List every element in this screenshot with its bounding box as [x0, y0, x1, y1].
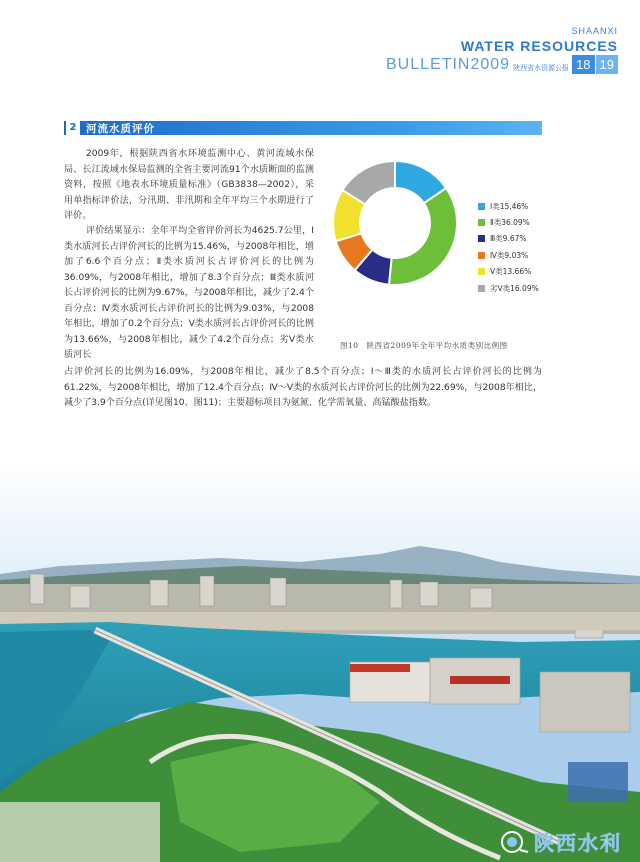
publication-title: WATER RESOURCES [460, 38, 618, 54]
legend-swatch [478, 219, 485, 226]
water-drop-logo-icon [500, 830, 530, 854]
bulletin-label: BULLETIN2009 [386, 55, 511, 73]
bulletin-row [386, 55, 618, 74]
legend-swatch [478, 203, 485, 210]
paragraph-results-continued: 占评价河长的比例为16.09%，与2008年相比，减少了8.5个百分点；Ⅰ～Ⅲ类的水质河长占评价河长的比例为61.22%，与2008年相比，增加了12.4个百分点；Ⅳ～Ⅴ类的水质河长占评价河长的比例为22.69%，与2008年相比，减少了3.9个百分点(详见图10、图11)；主要超标项目为氨氮、化学需氧量、高锰酸盐指数。 [64, 367, 542, 408]
legend-label: Ⅳ类9.03% [490, 250, 529, 260]
legend-swatch [478, 235, 485, 242]
legend-swatch [478, 285, 485, 292]
section-heading-bar [64, 121, 542, 135]
legend-item-2 [478, 214, 539, 230]
city-riverside-photo [0, 462, 640, 862]
legend-item-4 [478, 247, 539, 263]
legend-label: Ⅰ类15.46% [490, 201, 529, 211]
legend-item-6 [478, 280, 539, 296]
legend-label: 劣Ⅴ类16.09% [490, 283, 539, 293]
legend-label: Ⅱ类36.09% [490, 218, 530, 228]
legend-swatch [478, 268, 485, 275]
paragraph-results: 评价结果显示：全年平均全省评价河长为4625.7公里，Ⅰ类水质河长占评价河长的比例为15.46%，与2008年相比，增加了6.6个百分点；Ⅱ类水质河长占评价河长的比例为36.09%，与2008年相比，增加了8.3个百分点；Ⅲ类水质河长占评价河长的比例为9.67%，与2008年相比，减少了2.4个百分点；Ⅳ类水质河长占评价河长的比例为9.03%，与2008年相比，增加了0.2个百分点；Ⅴ类水质河长占评价河长的比例为13.66%，与2008年相比，减少了4.2个百分点；劣Ⅴ类水质河长 [64, 226, 314, 360]
section-number: 2 [66, 121, 80, 135]
section-title: 河流水质评价 [86, 122, 155, 135]
legend-item-5 [478, 264, 539, 280]
legend-swatch [478, 252, 485, 259]
region-label: SHAANXI [571, 26, 618, 36]
legend-item-1 [478, 198, 539, 214]
legend-item-3 [478, 231, 539, 247]
chart-legend [478, 198, 539, 296]
paragraph-intro: 2009年，根据陕西省水环境监测中心、黄河流域水保局、长江流域水保局监测的全省主要河流91个水质断面的监测资料，按照《地表水环境质量标准》（GB3838—2002），采用单指标评价法，分汛期、非汛期和全年平均三个水期进行了评价。 [64, 149, 314, 221]
figure-caption: 图10 陕西省2009年全年平均水质类别比例图 [340, 341, 508, 350]
legend-label: Ⅲ类9.67% [490, 234, 527, 244]
watermark [500, 827, 622, 856]
page-number-right: 19 [596, 55, 618, 74]
bulletin-branding [386, 26, 618, 74]
page-number-left: 18 [572, 55, 594, 74]
watermark-text: 陕西水利 [534, 831, 622, 855]
water-quality-donut-chart [330, 158, 460, 288]
bulletin-subtitle: 陕西省水资源公报 [513, 63, 570, 72]
legend-label: Ⅴ类13.66% [490, 267, 532, 277]
